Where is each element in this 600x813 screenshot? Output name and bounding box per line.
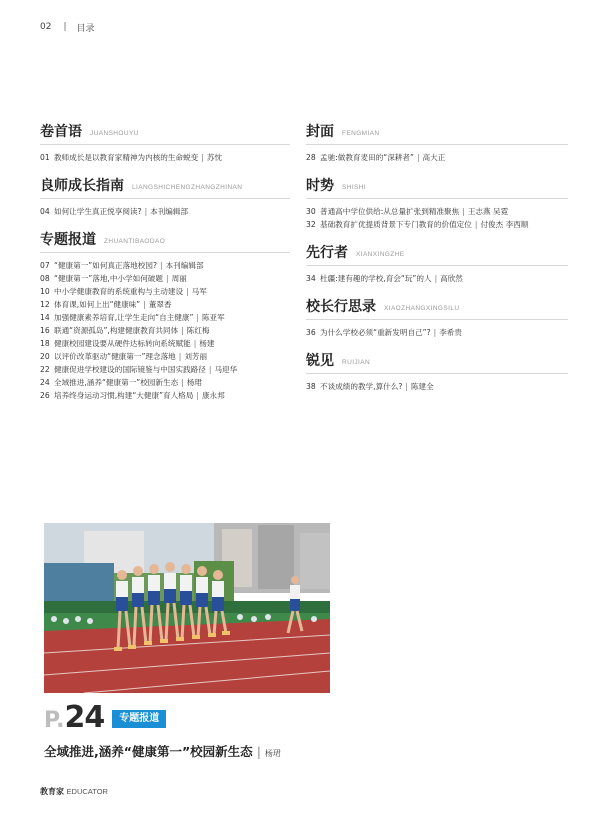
toc-entry[interactable] [306,380,568,393]
entry-author: 本刊编辑部 [165,261,204,270]
entry-separator: | [208,365,212,374]
toc-entry[interactable] [40,337,290,350]
section-header [40,232,290,253]
section-header [306,124,568,145]
entry-page-number: 20 [40,352,50,361]
entry-author: 李希贵 [439,328,462,337]
entry-author: 周丽 [171,274,187,283]
entry-page-number: 01 [40,153,50,162]
feature-page-marker [44,700,166,735]
toc-entry[interactable] [40,376,290,389]
entry-page-number: 32 [306,220,316,229]
header-label: 目录 [76,23,95,34]
footer-brand: 教育家 [40,787,64,796]
toc-entry[interactable] [40,298,290,311]
toc-left-column [40,124,290,416]
toc-section [306,245,568,285]
entry-title: “健康第一”落地,中小学如何破题 [54,274,163,283]
entry-author: 陈建全 [410,382,434,391]
entry-separator: | [474,220,478,229]
entry-author: 本刊编辑部 [150,207,189,216]
section-title: 先行者 [306,245,348,261]
entry-page-number: 24 [40,378,50,387]
entry-title: 以评价改革驱动“健康第一”理念落地 [54,352,176,361]
entry-page-number: 36 [306,328,316,337]
entry-page-number: 10 [40,287,50,296]
toc-entry[interactable] [40,259,290,272]
toc-entry[interactable] [306,151,568,164]
section-title: 卷首语 [40,124,82,140]
entry-title: “健康第一”如何真正落地校园? [54,261,158,270]
entry-title: 教师成长是以教育家精神为内核的生命蜕变 [54,153,199,162]
toc-entry[interactable] [40,272,290,285]
toc-entry[interactable] [40,151,290,164]
footer [40,786,108,797]
entry-separator: | [186,287,189,296]
entry-title: 孟驰:做教育麦田的“深耕者” [320,153,414,162]
entry-title: 健康校园建设要从硬件达标转向系统赋能 [54,339,191,348]
entry-page-number: 04 [40,207,50,216]
entry-page-number: 14 [40,313,50,322]
toc-entry[interactable] [40,389,290,402]
toc-section [40,178,290,218]
entry-page-number: 30 [306,207,316,216]
section-header [40,124,290,145]
section-pinyin: XIANXINGZHE [356,251,405,258]
toc-entry[interactable] [40,350,290,363]
entry-title: 全域推进,涵养“健康第一”校园新生态 [54,378,179,387]
entry-page-number: 08 [40,274,50,283]
entry-page-number: 12 [40,300,50,309]
entry-page-number: 34 [306,274,316,283]
entry-separator: | [433,328,437,337]
toc-section [306,353,568,393]
feature-headline [44,742,281,760]
entry-author: 康永邦 [201,391,225,400]
entry-title: 不谈成绩的教学,算什么? [320,382,403,391]
entry-separator: | [201,153,204,162]
section-pinyin: ZHUANTIBAODAO [104,238,166,245]
feature-headline-separator: | [256,744,261,759]
entry-separator: | [160,261,163,270]
toc-section [306,124,568,164]
entry-title: 为什么学校必须“重新发明自己”? [320,328,431,337]
feature-section-tag: 专题报道 [112,710,166,728]
feature-photo [44,523,330,693]
page-number: 02 [40,22,52,32]
feature-headline-text: 全域推进,涵养“健康第一”校园新生态 [44,744,253,759]
section-pinyin: RUIJIAN [342,359,371,366]
section-header [306,245,568,266]
toc-entry[interactable] [40,205,290,218]
entry-title: 加强健康素养培育,让学生走向“自主健康” [54,313,194,322]
section-title: 封面 [306,124,334,140]
entry-title: 普通高中学位供给:从总量扩张到精准聚焦 [320,207,460,216]
entry-separator: | [405,382,408,391]
entry-title: 中小学健康教育的系统重构与主动建设 [54,287,184,296]
entry-separator: | [144,207,148,216]
entry-author: 高欣然 [440,274,463,283]
entry-title: 基础教育扩优提质背景下专门教育的价值定位 [320,220,472,229]
toc-entry[interactable] [40,363,290,376]
entry-author: 刘芳丽 [184,352,208,361]
footer-brand-en: EDUCATOR [66,787,108,796]
entry-separator: | [193,339,197,348]
toc-entry[interactable] [40,311,290,324]
entry-separator: | [143,300,146,309]
entry-author: 陈亚军 [201,313,225,322]
entry-separator: | [181,326,184,335]
entry-separator: | [166,274,169,283]
entry-separator: | [196,313,199,322]
section-header [40,178,290,199]
entry-page-number: 07 [40,261,50,270]
entry-title: 杜疆:建有趣的学校,育会“玩”的人 [320,274,432,283]
section-pinyin: FENGMIAN [342,130,380,137]
entry-page-number: 18 [40,339,50,348]
entry-separator: | [416,153,420,162]
entry-page-number: 16 [40,326,50,335]
entry-title: 健康促进学校建设的国际镜鉴与中国实践路径 [54,365,206,374]
section-pinyin: SHISHI [342,184,367,191]
toc-entry[interactable] [306,205,568,218]
section-title: 专题报道 [40,232,96,248]
entry-title: 如何让学生真正悦享阅读? [54,207,142,216]
toc-entry[interactable] [306,272,568,285]
page-header [40,20,95,34]
entry-author: 苏忱 [206,153,223,162]
entry-page-number: 28 [306,153,316,162]
toc-section [40,124,290,164]
toc-section [306,299,568,339]
feature-author: 杨珺 [264,749,281,758]
section-pinyin: XIAOZHANGXINGSILU [384,305,460,312]
section-header [306,178,568,199]
entry-separator: | [434,274,438,283]
entry-author: 马军 [191,287,207,296]
toc-section [40,232,290,402]
entry-title: 体育课,如何上出“健康味” [54,300,141,309]
entry-title: 联通“资源孤岛”,构建健康教育共同体 [54,326,179,335]
entry-separator: | [196,391,199,400]
entry-separator: | [462,207,465,216]
entry-author: 马迎华 [214,365,238,374]
feature-p-letter: P. [44,708,65,733]
entry-author: 董翠香 [148,300,172,309]
section-header [306,299,568,320]
entry-author: 杨建 [199,339,215,348]
toc-entry[interactable] [40,324,290,337]
entry-page-number: 22 [40,365,50,374]
entry-author: 王志燕 吴霓 [467,207,509,216]
section-title: 校长行思录 [306,299,376,315]
entry-separator: | [181,378,184,387]
section-pinyin: JUANSHOUYU [90,130,139,137]
entry-page-number: 26 [40,391,50,400]
toc-section [306,178,568,231]
section-title: 良师成长指南 [40,178,124,194]
entry-separator: | [178,352,182,361]
entry-author: 陈红梅 [186,326,210,335]
toc-right-column [306,124,568,407]
toc-entry[interactable] [306,218,568,231]
section-title: 锐见 [306,353,334,369]
header-separator: | [63,22,67,32]
toc-entry[interactable] [40,285,290,298]
feature-page-number: 24 [64,700,105,735]
entry-author: 付俊杰 李西顺 [480,220,529,229]
entry-title: 培养终身运动习惯,构建“大健康”育人格局 [54,391,194,400]
toc-entry[interactable] [306,326,568,339]
entry-author: 高大正 [422,153,446,162]
entry-author: 杨珺 [186,378,202,387]
section-pinyin: LIANGSHICHENGZHANGZHINAN [132,184,243,191]
section-header [306,353,568,374]
section-title: 时势 [306,178,334,194]
entry-page-number: 38 [306,382,316,391]
